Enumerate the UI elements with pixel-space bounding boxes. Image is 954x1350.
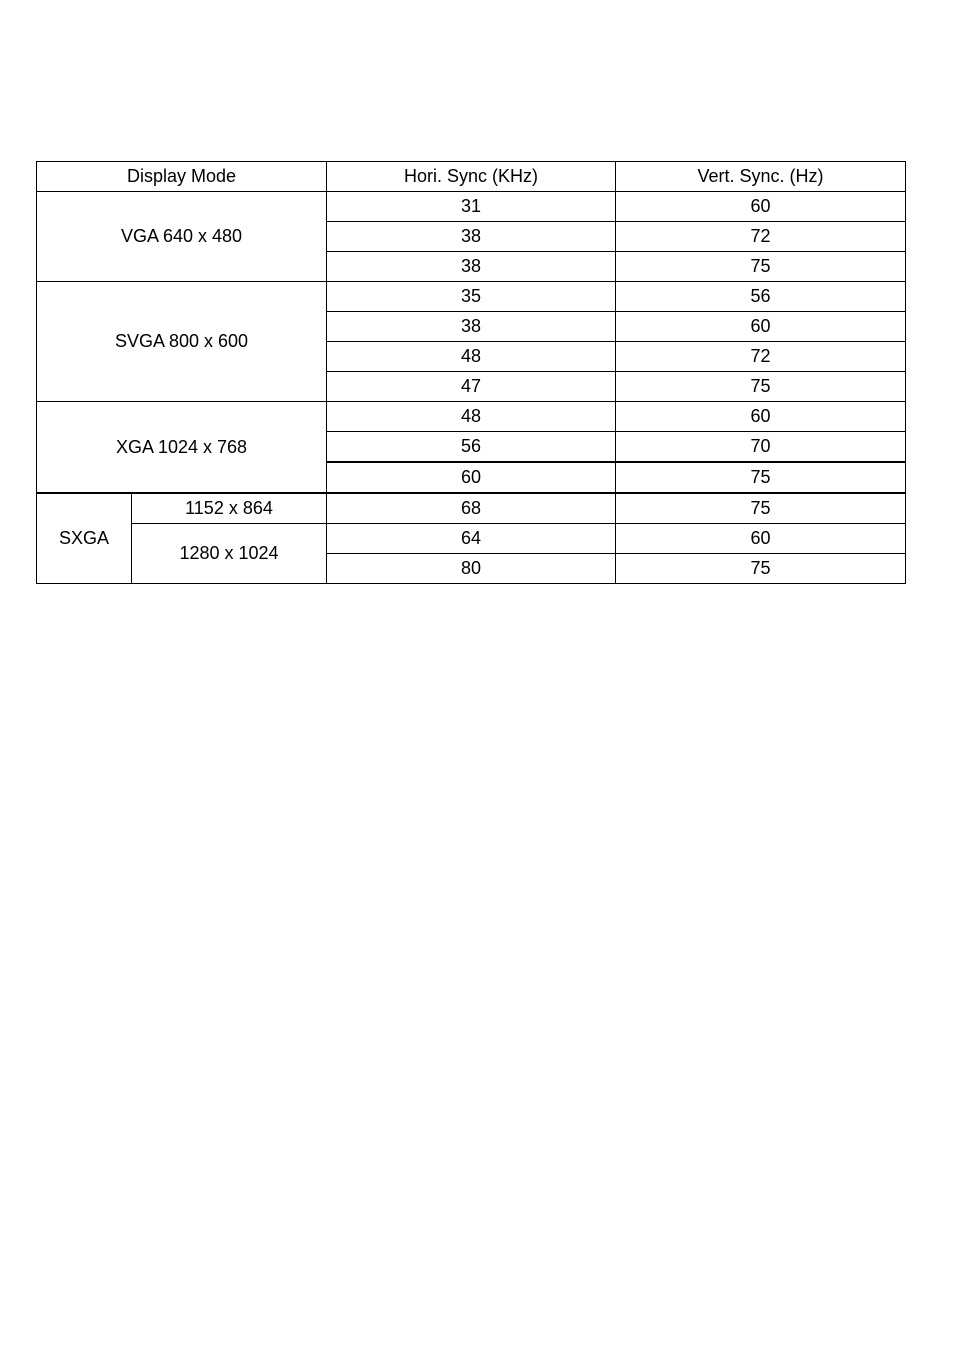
mode-sxga-1280: 1280 x 1024 — [132, 524, 327, 584]
hori-sync-cell: 48 — [327, 342, 616, 372]
hori-sync-cell: 48 — [327, 402, 616, 432]
hori-sync-cell: 38 — [327, 222, 616, 252]
vert-sync-cell: 60 — [616, 192, 906, 222]
vert-sync-cell: 72 — [616, 222, 906, 252]
vert-sync-cell: 56 — [616, 282, 906, 312]
mode-svga: SVGA 800 x 600 — [37, 282, 327, 402]
vert-sync-cell: 70 — [616, 432, 906, 463]
mode-xga: XGA 1024 x 768 — [37, 402, 327, 494]
vert-sync-cell: 75 — [616, 493, 906, 524]
hori-sync-cell: 38 — [327, 252, 616, 282]
hori-sync-cell: 60 — [327, 462, 616, 493]
mode-vga: VGA 640 x 480 — [37, 192, 327, 282]
table-row — [37, 493, 906, 524]
table-row — [37, 282, 906, 312]
hori-sync-cell: 31 — [327, 192, 616, 222]
hori-sync-cell: 35 — [327, 282, 616, 312]
table-row — [37, 524, 906, 554]
hori-sync-cell: 47 — [327, 372, 616, 402]
vert-sync-cell: 75 — [616, 554, 906, 584]
mode-sxga-1152: 1152 x 864 — [132, 493, 327, 524]
vert-sync-cell: 60 — [616, 312, 906, 342]
hori-sync-cell: 68 — [327, 493, 616, 524]
hori-sync-cell: 80 — [327, 554, 616, 584]
header-vert-sync: Vert. Sync. (Hz) — [616, 162, 906, 192]
hori-sync-cell: 56 — [327, 432, 616, 463]
table-row — [37, 192, 906, 222]
vert-sync-cell: 75 — [616, 252, 906, 282]
hori-sync-cell: 64 — [327, 524, 616, 554]
vert-sync-cell: 72 — [616, 342, 906, 372]
mode-sxga: SXGA — [37, 493, 132, 584]
display-timing-table — [36, 161, 906, 584]
header-row — [37, 162, 906, 192]
vert-sync-cell: 75 — [616, 462, 906, 493]
hori-sync-cell: 38 — [327, 312, 616, 342]
table-row — [37, 402, 906, 432]
header-hori-sync: Hori. Sync (KHz) — [327, 162, 616, 192]
vert-sync-cell: 60 — [616, 402, 906, 432]
vert-sync-cell: 75 — [616, 372, 906, 402]
vert-sync-cell: 60 — [616, 524, 906, 554]
header-display-mode: Display Mode — [37, 162, 327, 192]
